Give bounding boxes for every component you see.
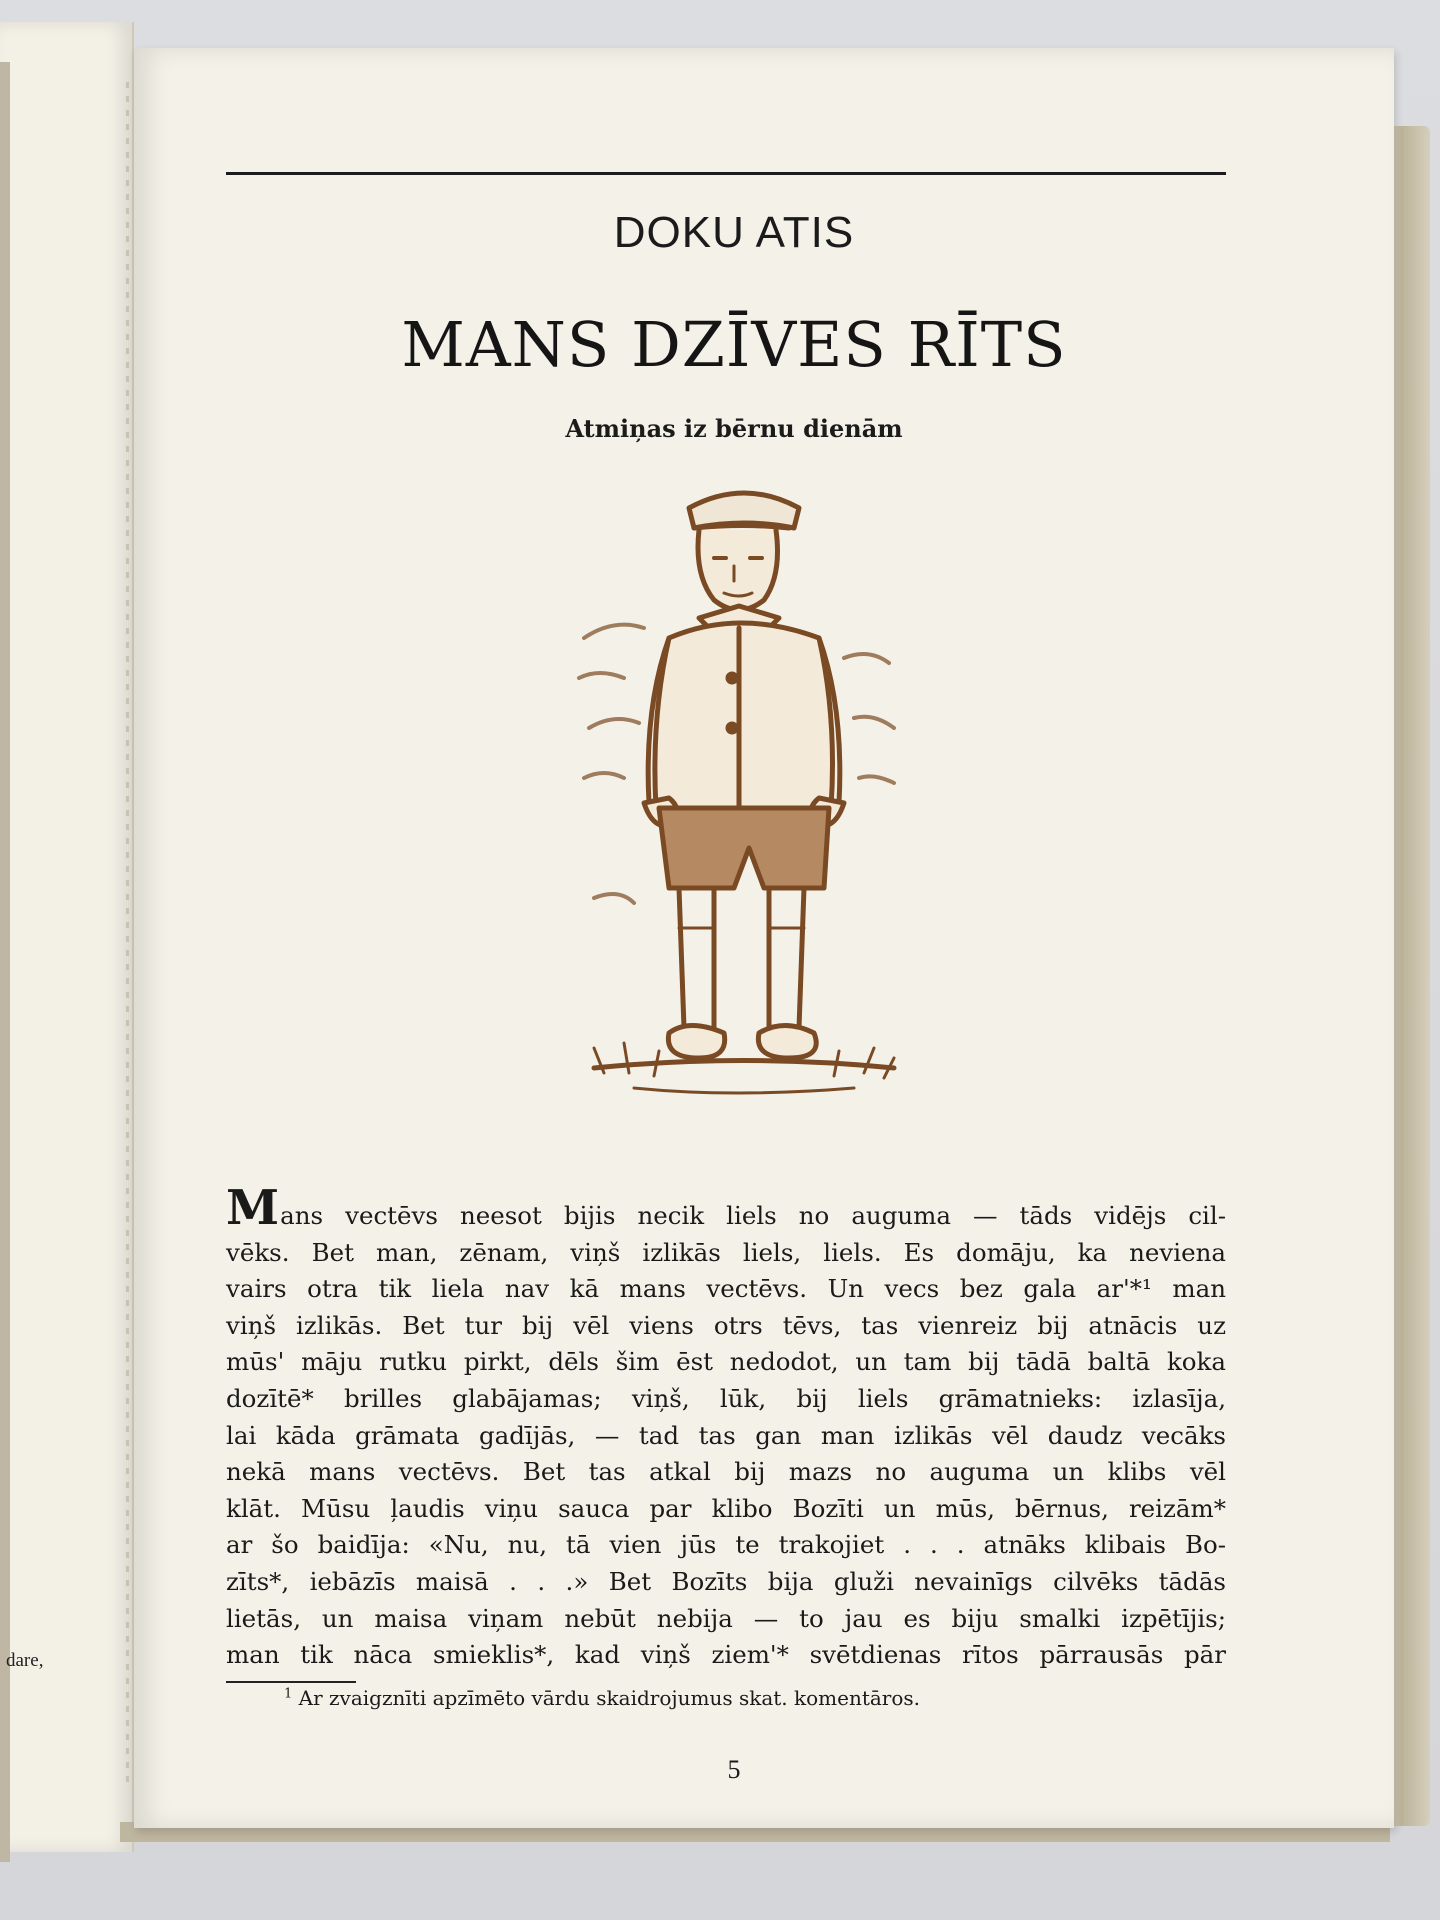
left-page-fragment: dare, [6, 1650, 44, 1671]
body-line: mūs' māju rutku pirkt, dēls šim ēst nedodot, un tam bij tādā baltā koka [226, 1347, 1226, 1377]
body-line: lietās, un maisa viņam nebūt nebija — to jau es biju smalki izpētījis; [226, 1603, 1226, 1633]
footnote [284, 1686, 920, 1710]
body-line: nekā mans vectēvs. Bet tas atkal bij mazs no auguma un klibs vēl [226, 1457, 1226, 1487]
body-line: viņš izlikās. Bet tur bij vēl viens otrs tēvs, tas vienreiz bij atnācis uz [226, 1310, 1226, 1340]
author-name: DOKU ATIS [613, 208, 855, 257]
boy-standing-illustration [574, 478, 914, 1138]
book-title: MANS DZĪVES RĪTS [401, 308, 1067, 381]
book-page [134, 48, 1394, 1828]
body-line: zīts*, iebāzīs maisā . . .» Bet Bozīts bija gluži nevainīgs cilvēks tādās [226, 1566, 1226, 1596]
footnote-marker: 1 [284, 1686, 293, 1702]
page-number: 5 [727, 1755, 741, 1784]
footnote-rule [226, 1681, 356, 1683]
header-rule [226, 172, 1226, 175]
body-line: dozītē* brilles glabājamas; viņš, lūk, bij liels grāmatnieks: izlasīja, [226, 1383, 1226, 1413]
body-line [226, 1180, 1226, 1236]
body-line-first: ans vectēvs neesot bijis necik liels no auguma — tāds vidējs cil- [280, 1201, 1226, 1230]
body-text [226, 1180, 1226, 1674]
body-line: vēks. Bet man, zēnam, viņš izlikās liels, liels. Es domāju, ka neviena [226, 1237, 1226, 1267]
body-line: vairs otra tik liela nav kā mans vectēvs. Un vecs bez gala ar'*¹ man [226, 1274, 1226, 1304]
binding-stitch [126, 82, 129, 1782]
drop-cap: M [226, 1180, 280, 1236]
body-line: klāt. Mūsu ļaudis viņu sauca par klibo Bozīti un mūs, bērnus, reizām* [226, 1493, 1226, 1523]
left-page [0, 22, 134, 1852]
subtitle: Atmiņas iz bērnu dienām [565, 414, 903, 443]
body-line: ar šo baidīja: «Nu, nu, tā vien jūs te trakojiet . . . atnāks klibais Bo- [226, 1530, 1226, 1560]
footnote-text: Ar zvaigznīti apzīmēto vārdu skaidrojumus skat. komentāros. [298, 1686, 921, 1710]
body-line: man tik nāca smieklis*, kad viņš ziem'* svētdienas rītos pārrausās pār [226, 1640, 1226, 1670]
body-line: lai kāda grāmata gadījās, — tad tas gan man izlikās vēl daudz vecāks [226, 1420, 1226, 1450]
left-cover-edge [0, 62, 10, 1862]
